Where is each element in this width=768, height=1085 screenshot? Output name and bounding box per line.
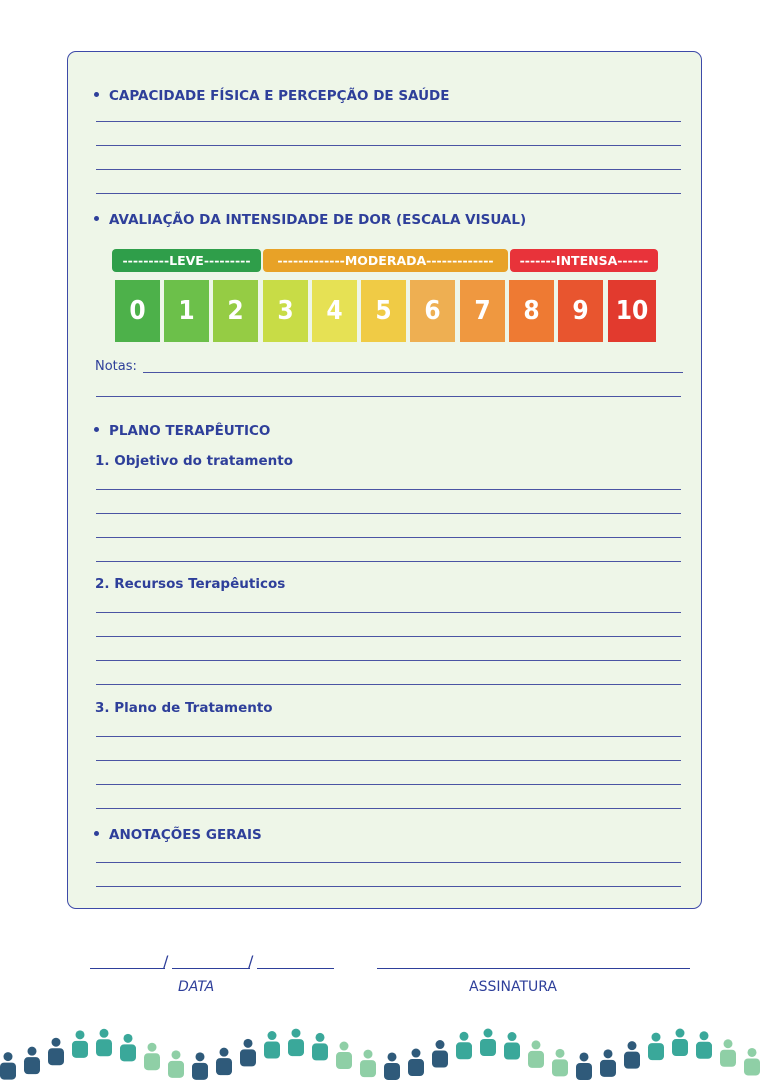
- person-icon: [528, 1040, 544, 1068]
- writing-line[interactable]: [96, 886, 681, 887]
- person-icon: [312, 1033, 328, 1061]
- category-moderada: [263, 249, 508, 272]
- person-icon: [264, 1031, 280, 1059]
- pain-level-value: 2: [227, 296, 244, 326]
- person-icon: [168, 1050, 184, 1078]
- pain-level-4[interactable]: [312, 280, 357, 342]
- person-icon: [360, 1050, 376, 1078]
- pain-level-0[interactable]: [115, 280, 160, 342]
- pain-level-2[interactable]: [213, 280, 258, 342]
- people-border-decoration: [0, 1018, 768, 1085]
- person-icon: [408, 1049, 424, 1077]
- writing-line[interactable]: [96, 736, 681, 737]
- writing-line[interactable]: [96, 513, 681, 514]
- category-leve: [112, 249, 261, 272]
- section-physical-title: [94, 88, 449, 104]
- writing-line[interactable]: [96, 169, 681, 170]
- category-intensa: [510, 249, 658, 272]
- writing-line[interactable]: [96, 193, 681, 194]
- person-icon: [744, 1048, 760, 1076]
- treatment-title: 3. Plano de Tratamento: [95, 700, 273, 716]
- writing-line[interactable]: [96, 537, 681, 538]
- person-icon: [288, 1029, 304, 1057]
- person-icon: [192, 1052, 208, 1080]
- person-icon: [216, 1048, 232, 1076]
- bullet-icon: [94, 216, 99, 221]
- date-slash: /: [163, 952, 169, 971]
- person-icon: [720, 1039, 736, 1067]
- pain-level-9[interactable]: [558, 280, 603, 342]
- person-icon: [432, 1040, 448, 1068]
- writing-line[interactable]: [96, 684, 681, 685]
- person-icon: [696, 1031, 712, 1058]
- person-icon: [0, 1052, 16, 1080]
- person-icon: [672, 1029, 688, 1057]
- pain-level-value: 0: [129, 296, 146, 326]
- section-physical-label: CAPACIDADE FÍSICA E PERCEPÇÃO DE SAÚDE: [109, 88, 450, 104]
- writing-line[interactable]: [96, 660, 681, 661]
- writing-line[interactable]: [96, 121, 681, 122]
- date-label: DATA: [178, 979, 215, 995]
- person-icon: [96, 1029, 112, 1057]
- category-leve-label: ---------LEVE---------: [122, 253, 251, 268]
- pain-level-value: 8: [523, 296, 540, 326]
- pain-level-10[interactable]: [608, 280, 656, 342]
- notes-label: Notas:: [95, 359, 137, 374]
- date-day-line[interactable]: [90, 968, 165, 969]
- writing-line[interactable]: [96, 612, 681, 613]
- date-month-line[interactable]: [172, 968, 250, 969]
- pain-level-value: 9: [572, 296, 589, 326]
- bullet-icon: [94, 831, 99, 836]
- pain-level-value: 3: [277, 296, 294, 326]
- writing-line[interactable]: [96, 396, 681, 397]
- objective-title: 1. Objetivo do tratamento: [95, 453, 293, 469]
- resources-title: 2. Recursos Terapêuticos: [95, 576, 286, 592]
- person-icon: [648, 1033, 664, 1061]
- signature-label: ASSINATURA: [469, 979, 557, 995]
- date-slash: /: [248, 952, 254, 971]
- category-moderada-label: -------------MODERADA-------------: [277, 253, 494, 268]
- notes-line[interactable]: [143, 372, 683, 373]
- person-icon: [552, 1049, 568, 1077]
- person-icon: [624, 1041, 640, 1069]
- person-icon: [24, 1047, 40, 1075]
- section-pain-title: [94, 212, 526, 228]
- person-icon: [72, 1030, 88, 1058]
- pain-level-3[interactable]: [263, 280, 308, 342]
- writing-line[interactable]: [96, 862, 681, 863]
- pain-level-6[interactable]: [410, 280, 455, 342]
- section-pain-label: AVALIAÇÃO DA INTENSIDADE DE DOR (ESCALA VISUAL): [109, 212, 527, 228]
- writing-line[interactable]: [96, 784, 681, 785]
- writing-line[interactable]: [96, 489, 681, 490]
- pain-level-8[interactable]: [509, 280, 554, 342]
- pain-level-value: 7: [474, 296, 491, 326]
- signature-line[interactable]: [377, 968, 690, 969]
- pain-level-value: 5: [375, 296, 392, 326]
- writing-line[interactable]: [96, 760, 681, 761]
- pain-level-value: 4: [326, 296, 343, 326]
- person-icon: [120, 1034, 136, 1062]
- person-icon: [336, 1042, 352, 1070]
- writing-line[interactable]: [96, 145, 681, 146]
- section-notes-title: [94, 827, 262, 843]
- date-year-line[interactable]: [257, 968, 334, 969]
- section-notes-label: ANOTAÇÕES GERAIS: [109, 827, 262, 843]
- person-icon: [384, 1052, 400, 1080]
- writing-line[interactable]: [96, 636, 681, 637]
- form-card: [67, 51, 702, 909]
- person-icon: [600, 1049, 616, 1077]
- pain-level-value: 1: [178, 296, 195, 326]
- pain-level-value: 10: [615, 296, 649, 326]
- bullet-icon: [94, 92, 99, 97]
- person-icon: [144, 1043, 160, 1071]
- pain-level-5[interactable]: [361, 280, 406, 342]
- person-icon: [504, 1032, 520, 1060]
- person-icon: [576, 1052, 592, 1080]
- person-icon: [480, 1029, 496, 1057]
- person-icon: [240, 1039, 256, 1067]
- person-icon: [48, 1038, 64, 1066]
- person-icon: [456, 1032, 472, 1060]
- pain-level-7[interactable]: [460, 280, 505, 342]
- writing-line[interactable]: [96, 561, 681, 562]
- pain-level-1[interactable]: [164, 280, 209, 342]
- category-intensa-label: -------INTENSA------: [519, 253, 649, 268]
- pain-level-value: 6: [424, 296, 441, 326]
- section-plan-title: [94, 423, 270, 439]
- section-plan-label: PLANO TERAPÊUTICO: [109, 423, 271, 439]
- writing-line[interactable]: [96, 808, 681, 809]
- bullet-icon: [94, 427, 99, 432]
